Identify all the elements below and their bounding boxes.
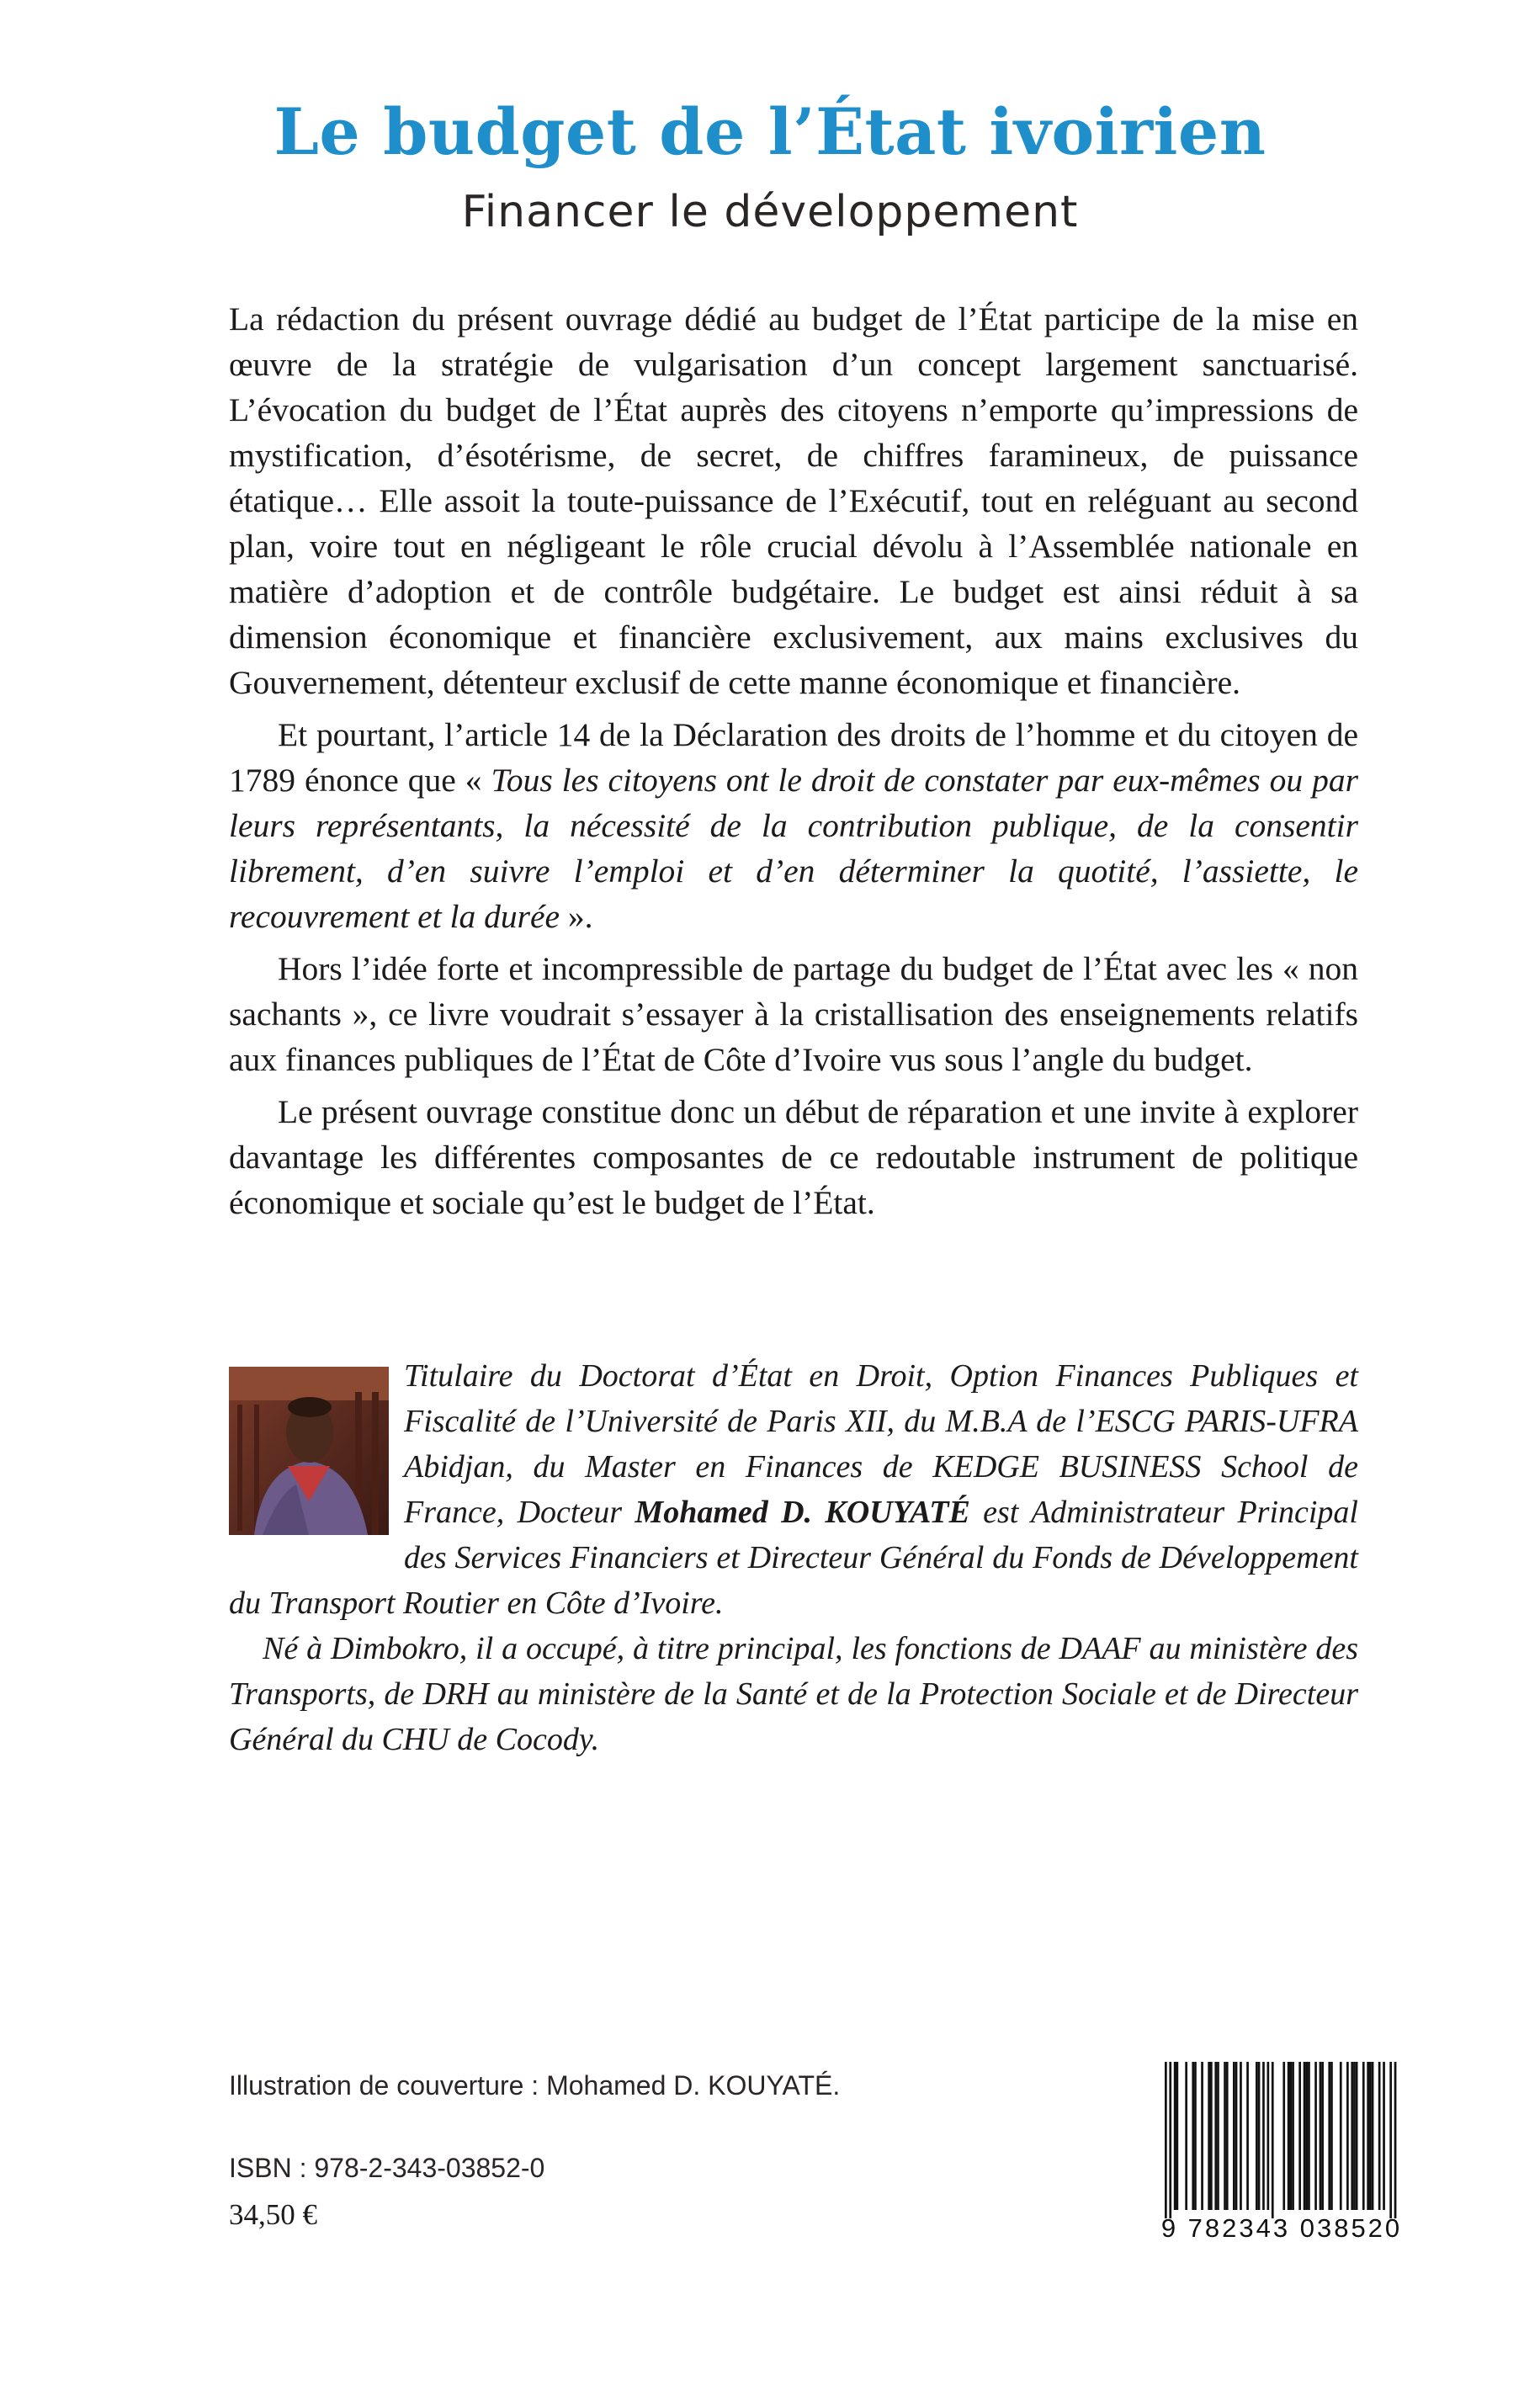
- barcode-bar: [1290, 2062, 1293, 2210]
- barcode-bar: [1362, 2062, 1365, 2210]
- barcode-bar: [1320, 2062, 1322, 2210]
- barcode-bar: [1233, 2062, 1235, 2210]
- summary-text: [229, 296, 1358, 1225]
- author-photo: [229, 1367, 389, 1535]
- barcode-bar: [1305, 2062, 1308, 2210]
- barcode-bar: [1383, 2062, 1385, 2210]
- barcode-bar: [1235, 2062, 1238, 2210]
- barcode-bar: [1240, 2062, 1242, 2210]
- isbn: ISBN : 978-2-343-03852-0: [229, 2153, 545, 2183]
- barcode-bar: [1356, 2062, 1358, 2210]
- barcode-bar: [1214, 2062, 1217, 2210]
- summary-paragraph-1: La rédaction du présent ouvrage dédié au budget de l’État participe de la mise en œuvre de la stratégie de vulgarisation d’un concept largement sanctuarisé. L’évocation du budget de l’État auprès des citoyens n’emporte qu’impressions de mystification, d’ésotérisme, de secret, de chiffres faramineux, de puissance étatique… Elle assoit la toute-puissance de l’Exécutif, tout en reléguant au second plan, voire tout en négligeant le rôle crucial dévolu à l’Assemblée nationale en matière d’adoption et de contrôle budgétaire. Le budget est ainsi réduit à sa dimension économique et financière exclusivement, aux mains exclusives du Gouvernement, détenteur exclusif de cette manne économique et financière.: [229, 300, 1358, 701]
- barcode-bar: [1351, 2062, 1353, 2210]
- price: 34,50 €: [229, 2198, 317, 2231]
- author-bio-paragraph-1: [229, 1353, 1358, 1626]
- barcode-bar: [1304, 2062, 1306, 2210]
- barcode-bar: [1201, 2062, 1203, 2210]
- summary-paragraph-2: [229, 712, 1358, 939]
- barcode-bar: [1353, 2062, 1356, 2210]
- barcode-bar: [1256, 2062, 1258, 2210]
- barcode-bar: [1258, 2062, 1261, 2210]
- barcode-bar: [1210, 2062, 1213, 2210]
- quote-end: ».: [560, 898, 593, 935]
- summary-paragraph-3: Hors l’idée forte et incompressible de partage du budget de l’État avec les « non sachants », ce livre voudrait s’essayer à la cristallisation des enseignements relatifs aux finances publiques de l’État de Côte d’Ivoire vus sous l’angle du budget.: [229, 950, 1358, 1078]
- barcode-bar: [1272, 2062, 1274, 2218]
- barcode-bar: [1340, 2062, 1342, 2210]
- barcode-bar: [1298, 2062, 1301, 2210]
- barcode-bar: [1389, 2062, 1392, 2218]
- author-bio-start: Titulaire du Doctorat d’État en Droit, Option Finances Publiques et Fiscalité de l’Université de Paris XII, du M.B.A de l’ESCG PARIS-UFRA Abidjan, du Master en Finances de KEDGE BUSINESS School de France, Docteur: [404, 1358, 1358, 1530]
- barcode-bar: [1185, 2062, 1187, 2210]
- barcode-bar: [1308, 2062, 1310, 2210]
- barcode-bar: [1330, 2062, 1333, 2210]
- barcode-bars: [1165, 2062, 1396, 2218]
- book-title: Le budget de l’État ivoirien: [273, 94, 1267, 169]
- author-bio: [229, 1353, 1358, 1762]
- barcode-bar: [1217, 2062, 1219, 2210]
- barcode-bar: [1176, 2062, 1179, 2210]
- barcode-bar: [1314, 2062, 1317, 2210]
- barcode-bar: [1367, 2062, 1369, 2210]
- summary-paragraph-4: Le présent ouvrage constitue donc un début de réparation et une invite à explorer davantage les différentes composantes de ce redoutable instrument de politique économique et sociale qu’est le budget de l’État.: [229, 1093, 1358, 1221]
- barcode-bar: [1321, 2062, 1324, 2210]
- quote-intro: Et pourtant, l’article 14 de la Déclaration des droits de l’homme et du citoyen de 1789 énonce que «: [229, 716, 1358, 799]
- barcode-bar: [1246, 2062, 1249, 2210]
- barcode-bar: [1262, 2062, 1265, 2210]
- barcode-bar: [1378, 2062, 1381, 2210]
- barcode-bar: [1226, 2062, 1229, 2210]
- barcode-digits: 9 782343 038520: [1160, 2213, 1403, 2243]
- author-bio-end: est Administrateur Principal des Services Financiers et Directeur Général du Fonds de Développement du Transport Routier en Côte d’Ivoire.: [229, 1495, 1358, 1621]
- barcode-bar: [1328, 2062, 1330, 2210]
- barcode-bar: [1165, 2062, 1167, 2218]
- barcode-bar: [1174, 2062, 1176, 2210]
- barcode-bar: [1224, 2062, 1226, 2210]
- author-bio-paragraph-2: Né à Dimbokro, il a occupé, à titre principal, les fonctions de DAAF au ministère des Transports, de DRH au ministère de la Santé et de la Protection Sociale et de Directeur Général du CHU de Cocody.: [229, 1631, 1358, 1757]
- book-subtitle: Financer le développement: [461, 187, 1079, 237]
- barcode-bar: [1169, 2062, 1171, 2218]
- barcode-bar: [1346, 2062, 1349, 2210]
- barcode-bar: [1369, 2062, 1372, 2210]
- barcode-bar: [1372, 2062, 1374, 2210]
- quote-text: Tous les citoyens ont le droit de constater par eux-mêmes ou par leurs représentants, la nécessité de la contribution publique, de la consentir librement, d’en suivre l’emploi et d’en déterminer la quotité, l’assiette, le recouvrement et la durée: [229, 762, 1358, 935]
- barcode-bar: [1267, 2062, 1270, 2210]
- barcode-bar: [1288, 2062, 1290, 2210]
- cover-illustration-credit: Illustration de couverture : Mohamed D. KOUYATÉ.: [229, 2070, 841, 2101]
- barcode-bar: [1194, 2062, 1197, 2210]
- barcode-bar: [1192, 2062, 1194, 2210]
- barcode-bar: [1394, 2062, 1397, 2218]
- author-name: Mohamed D. KOUYATÉ: [635, 1495, 970, 1530]
- barcode-bar: [1292, 2062, 1294, 2210]
- barcode-bar: [1282, 2062, 1285, 2210]
- barcode-bar: [1208, 2062, 1210, 2210]
